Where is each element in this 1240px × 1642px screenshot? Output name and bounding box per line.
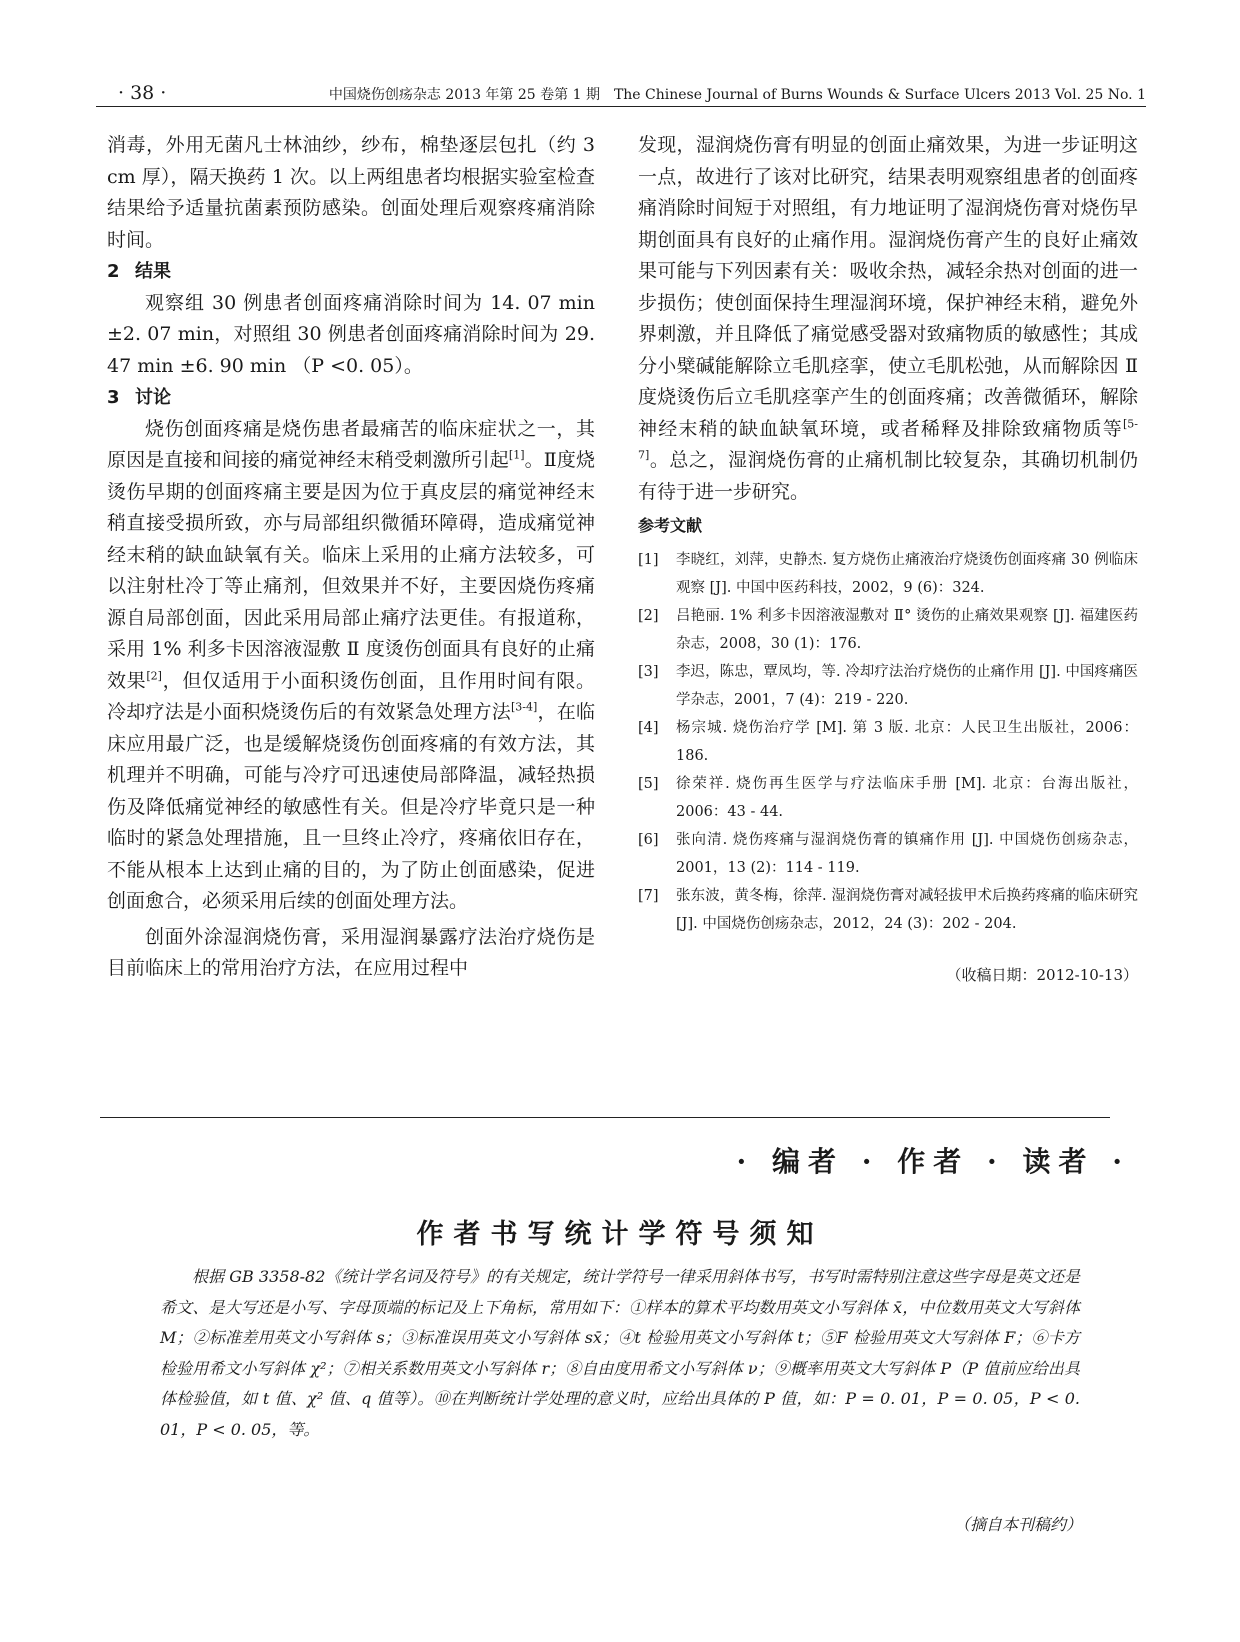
notice-title: 作者书写统计学符号须知 xyxy=(416,1219,824,1250)
reference-number: [3] xyxy=(638,663,659,680)
reference-item xyxy=(638,770,1138,826)
column-title: · 编者 · 作者 · 读者 · xyxy=(736,1145,1130,1178)
reference-text: 徐荣祥. 烧伤再生医学与疗法临床手册 [M]. 北京：台海出版社，2006：43 - 44. xyxy=(676,775,1138,820)
reference-text: 李晓红，刘萍，史静杰. 复方烧伤止痛液治疗烧烫伤创面疼痛 30 例临床观察 [J]. 中国中医药科技，2002，9 (6)：324. xyxy=(676,551,1138,596)
paragraph-results: 观察组 30 例患者创面疼痛消除时间为 14. 07 min ±2. 07 min，对照组 30 例患者创面疼痛消除时间为 29. 47 min ±6. 90 min （P <0. 05）。 xyxy=(107,291,595,377)
reference-number: [4] xyxy=(638,719,659,736)
reference-item xyxy=(638,714,1138,770)
reference-list xyxy=(638,546,1138,938)
reference-number: [7] xyxy=(638,887,659,904)
reference-item xyxy=(638,826,1138,882)
section-title: 讨论 xyxy=(135,387,171,408)
section-divider xyxy=(100,1117,1110,1118)
citation: [3-4] xyxy=(510,700,538,714)
reference-item xyxy=(638,882,1138,938)
section-number: 2 xyxy=(107,261,120,282)
reference-number: [6] xyxy=(638,831,659,848)
reference-number: [5] xyxy=(638,775,659,792)
reference-text: 张向清. 烧伤疼痛与湿润烧伤膏的镇痛作用 [J]. 中国烧伤创疡杂志，2001，13 (2)：114 - 119. xyxy=(676,831,1138,876)
reference-text: 张东波，黄冬梅，徐萍. 湿润烧伤膏对减轻拔甲术后换药疼痛的临床研究 [J]. 中国烧伤创疡杂志，2012，24 (3)：202 - 204. xyxy=(676,887,1138,932)
reference-item xyxy=(638,546,1138,602)
text-segment: ，但仅适用于小面积烫伤创面，且作用时间有限。冷却疗法是小面积烧烫伤后的有效紧急处理方法 xyxy=(107,669,595,723)
text-segment: 发现，湿润烧伤膏有明显的创面止痛效果，为进一步证明这一点，故进行了该对比研究，结果表明观察组患者的创面疼痛消除时间短于对照组，有力地证明了湿润烧伤膏对烧伤早期创面具有良好的止痛作用。湿润烧伤膏产生的良好止痛效果可能与下列因素有关：吸收余热，减轻余热对创面的进一步损伤；使创面保持生理湿润环境，保护神经末稍，避免外界刺激，并且降低了痛觉感受器对致痛物质的敏感性；其成分小檗碱能解除立毛肌痉挛，使立毛肌松弛，从而解除因 Ⅱ 度烧烫伤后立毛肌痉挛产生的创面疼痛；改善微循环，解除神经末稍的缺血缺氧环境，或者稀释及排除致痛物质等 xyxy=(638,134,1138,440)
text-segment: 。Ⅱ度烧烫伤早期的创面疼痛主要是因为位于真皮层的痛觉神经末稍直接受损所致，亦与局部组织微循环障碍，造成痛觉神经末稍的缺血缺氧有关。临床上采用的止痛方法较多，可以注射杜冷丁等止痛剂，但效果并不好，主要因烧伤疼痛源自局部创面，因此采用局部止痛疗法更佳。有报道称，采用 1% 利多卡因溶液湿敷 Ⅱ 度烫伤创面具有良好的止痛效果 xyxy=(107,449,595,692)
left-column xyxy=(107,130,595,985)
reference-number: [1] xyxy=(638,551,659,568)
notice-text: 根据 GB 3358-82《统计学名词及符号》的有关规定，统计学符号一律采用斜体书写，书写时需特别注意这些字母是英文还是希文、是大写还是小写、字母顶端的标记及上下角标，常用如下：①样本的算术平均数用英文小写斜体 x̄，中位数用英文大写斜体 M；②标准差用英文小写斜体 s；③标准误用英文小写斜体 sx̄；④t 检验用英文小写斜体 t；⑤F 检验用英文大写斜体 F；⑥卡方检验用希文小写斜体 χ²；⑦相关系数用英文小写斜体 r；⑧自由度用希文小写斜体 ν；⑨概率用英文大写斜体 P（P 值前应给出具体检验值，如 t 值、χ² 值、q 值等）。⑩在判断统计学处理的意义时，应给出具体的 P 值，如：P = 0. 01，P = 0. 05，P < 0. 01，P < 0. 05，等。 xyxy=(160,1267,1080,1439)
paragraph-discussion-continued xyxy=(638,130,1138,508)
reference-item xyxy=(638,602,1138,658)
reference-text: 杨宗城. 烧伤治疗学 [M]. 第 3 版. 北京：人民卫生出版社，2006：186. xyxy=(676,719,1138,764)
running-title: 中国烧伤创疡杂志 2013 年第 25 卷第 1 期 The Chinese Journal of Burns Wounds & Surface Ulcers 2013 Vol. 25 No. 1 xyxy=(328,87,1146,103)
text-segment: ，在临床应用最广泛，也是缓解烧烫伤创面疼痛的有效方法，其机理并不明确，可能与冷疗可迅速使局部降温，减轻热损伤及降低痛觉神经的敏感性有关。但是冷疗毕竟只是一种临时的紧急处理措施，且一旦终止冷疗，疼痛依旧存在，不能从根本上达到止痛的目的，为了防止创面感染，促进创面愈合，必须采用后续的创面处理方法。 xyxy=(107,701,595,912)
section-title: 结果 xyxy=(135,261,171,282)
running-header xyxy=(96,82,1146,107)
text-segment: 烧伤创面疼痛是烧伤患者最痛苦的临床症状之一，其原因是直接和间接的痛觉神经末稍受刺激所引起 xyxy=(107,417,595,471)
reference-text: 吕艳丽. 1% 利多卡因溶液湿敷对 Ⅱ° 烫伤的止痛效果观察 [J]. 福建医药杂志，2008，30 (1)：176. xyxy=(676,607,1138,652)
section-heading-discussion xyxy=(107,382,595,414)
reference-item xyxy=(638,658,1138,714)
right-column xyxy=(638,130,1138,991)
section-heading-results xyxy=(107,256,595,288)
paragraph-discussion-1 xyxy=(107,414,595,918)
reference-number: [2] xyxy=(638,607,659,624)
page-number: · 38 · xyxy=(118,82,167,104)
references-heading: 参考文献 xyxy=(638,516,703,535)
paragraph-methods-end: 消毒，外用无菌凡士林油纱，纱布，棉垫逐层包扎（约 3 cm 厚），隔天换药 1 次。以上两组患者均根据实验室检查结果给予适量抗菌素预防感染。创面处理后观察疼痛消除时间。 xyxy=(107,134,595,251)
text-segment: 。总之，湿润烧伤膏的止痛机制比较复杂，其确切机制仍有待于进一步研究。 xyxy=(638,449,1138,503)
reference-text: 李迟，陈忠，覃凤均，等. 冷却疗法治疗烧伤的止痛作用 [J]. 中国疼痛医学杂志，2001，7 (4)：219 - 220. xyxy=(676,663,1138,708)
notice-source: （摘自本刊稿约） xyxy=(953,1515,1082,1534)
paragraph-discussion-2: 创面外涂湿润烧伤膏，采用湿润暴露疗法治疗烧伤是目前临床上的常用治疗方法，在应用过程中 xyxy=(107,925,595,979)
section-number: 3 xyxy=(107,387,120,408)
citation: [1] xyxy=(508,448,525,462)
citation: [5-7] xyxy=(638,417,1138,462)
received-date: （收稿日期：2012-10-13） xyxy=(946,965,1138,984)
citation: [2] xyxy=(146,669,162,683)
